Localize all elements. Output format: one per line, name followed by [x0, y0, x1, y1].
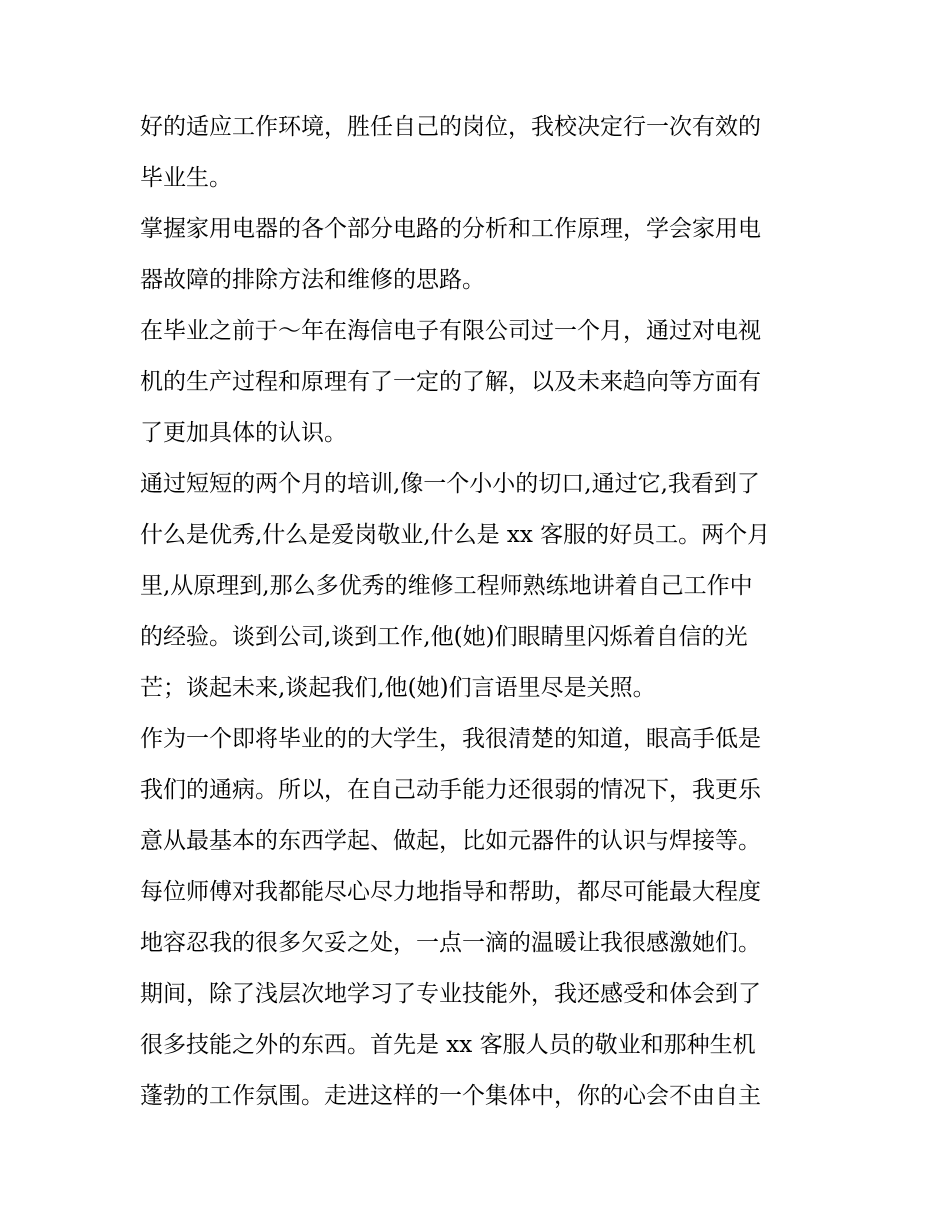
- text-line: 我们的通病。所以，在自己动手能力还很弱的情况下，我更乐: [140, 777, 761, 803]
- text-line: 什么是优秀,什么是爱岗敬业,什么是 xx 客服的好员工。两个月: [140, 522, 771, 548]
- text-line: 掌握家用电器的各个部分电路的分析和工作原理，学会家用电: [140, 216, 761, 242]
- text-line: 的经验。谈到公司,谈到工作,他(她)们眼睛里闪烁着自信的光: [140, 624, 748, 650]
- text-line: 器故障的排除方法和维修的思路。: [140, 267, 485, 293]
- text-line: 通过短短的两个月的培训,像一个小小的切口,通过它,我看到了: [140, 471, 760, 497]
- text-line: 意从最基本的东西学起、做起，比如元器件的认识与焊接等。: [140, 828, 761, 854]
- text-line: 里,从原理到,那么多优秀的维修工程师熟练地讲着自己工作中: [140, 573, 753, 599]
- text-line: 毕业生。: [140, 165, 232, 191]
- text-line: 好的适应工作环境，胜任自己的岗位，我校决定行一次有效的: [140, 114, 761, 140]
- text-line: 期间，除了浅层次地学习了专业技能外，我还感受和体会到了: [140, 981, 761, 1007]
- text-line: 芒；谈起未来,谈起我们,他(她)们言语里尽是关照。: [140, 675, 656, 701]
- text-line: 机的生产过程和原理有了一定的了解，以及未来趋向等方面有: [140, 369, 761, 395]
- body-text: [140, 102, 820, 1122]
- text-line: 地容忍我的很多欠妥之处，一点一滴的温暖让我很感激她们。: [140, 930, 761, 956]
- text-line: 作为一个即将毕业的的大学生，我很清楚的知道，眼高手低是: [140, 726, 761, 752]
- text-line: 很多技能之外的东西。首先是 xx 客服人员的敬业和那种生机: [140, 1032, 756, 1058]
- text-line: 了更加具体的认识。: [140, 420, 347, 446]
- text-line: 每位师傅对我都能尽心尽力地指导和帮助，都尽可能最大程度: [140, 879, 761, 905]
- text-line: 蓬勃的工作氛围。走进这样的一个集体中，你的心会不由自主: [140, 1083, 761, 1109]
- text-line: 在毕业之前于～年在海信电子有限公司过一个月，通过对电视: [140, 318, 761, 344]
